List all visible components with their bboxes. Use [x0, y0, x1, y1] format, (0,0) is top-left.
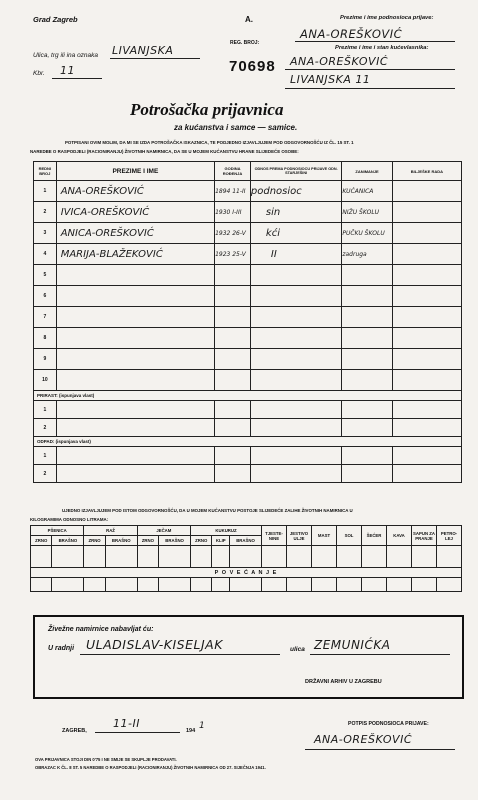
- member-birth: 1923 25-V: [215, 244, 251, 265]
- form-subtitle: za kućanstva i samce — samice.: [174, 123, 298, 132]
- row-number: 9: [34, 349, 57, 370]
- intro-line-1: POTPISANI OVIM MOLIM, DA MI SE IZDA POTROŠAČKA ISKAZNICA, TE PODJEDNO IZJAVLJUJEM POD ODGOVORNOŠĆU IZ ČL. 15 ST. 1: [65, 140, 354, 145]
- row-number: 1: [34, 447, 57, 465]
- owner-label: Prezime i ime i stan kućevlasnika:: [335, 45, 429, 51]
- sub-grain: ZRNO: [191, 536, 212, 546]
- signing-year-digit: 1: [199, 721, 206, 731]
- table-row: [34, 181, 462, 202]
- supply-street-label: ulica: [290, 646, 305, 653]
- signature-label: POTPIS PODNOSIOCA PRIJAVE:: [348, 721, 429, 727]
- removed-section-label: ODPAD: (ispunjava vlast): [34, 437, 462, 447]
- col-header-occupation: ZANIMANJE: [342, 162, 392, 181]
- group-rye: RAŽ: [84, 526, 137, 536]
- group-sugar: ŠEĆER: [362, 526, 387, 546]
- city-name: Grad Zagreb: [33, 15, 78, 24]
- table-row: [34, 419, 462, 437]
- shop-label: U radnji: [48, 645, 75, 652]
- sub-grain: ZRNO: [84, 536, 105, 546]
- row-number: 4: [34, 244, 57, 265]
- table-row: [34, 370, 462, 391]
- table-row: [34, 401, 462, 419]
- household-members-table: [33, 161, 462, 483]
- form-letter: A.: [245, 15, 253, 24]
- submitter-name: ANA-OREŠKOVIĆ: [300, 27, 403, 41]
- sub-flour: BRAŠNO: [52, 536, 84, 546]
- col-header-notes: BILJEŠKE RADA: [392, 162, 461, 181]
- member-name: IVICA-OREŠKOVIĆ: [56, 202, 214, 223]
- supply-street-value: ZEMUNIĆKA: [314, 638, 391, 652]
- group-coffee: KAVA: [387, 526, 412, 546]
- member-relation: kći: [250, 223, 341, 244]
- group-oil: JESTIVO ULJE: [287, 526, 312, 546]
- member-occupation: NIŽU ŠKOLU: [342, 202, 392, 223]
- row-number: 1: [34, 181, 57, 202]
- place-label: ZAGREB,: [62, 728, 87, 734]
- member-birth: 1932 26-V: [215, 223, 251, 244]
- col-header-no: REDNI BROJ: [34, 162, 57, 181]
- table-row: [34, 286, 462, 307]
- owner-address: LIVANJSKA 11: [290, 73, 371, 86]
- signing-date: 11-II: [113, 717, 140, 730]
- row-number: 5: [34, 265, 57, 286]
- col-header-name: PREZIME I IME: [56, 162, 214, 181]
- sub-flour: BRAŠNO: [159, 536, 191, 546]
- supply-label: Živežne namirnice nabavljat ću:: [48, 626, 154, 633]
- col-header-relation: ODNOS PREMA PODNOSIOCU PRIJAVE ODN. STARJEŠINI: [250, 162, 341, 181]
- regulation-note: OBRAZAC K ČL. 8 ST. 5 NAREDBE O RASPODJELI (RACIONIRANJU) ŽIVOTNIH NAMIRNICA OD 27. SIJEČNJA 1941.: [35, 765, 266, 770]
- stock-statement-1: UJEDNO IZJAVLJUJEM POD ISTOM ODGOVORNOŠĆU, DA U MOJEM KUĆANSTVU POSTOJE SLIJEDEĆE ZALIHE ŽIVOTNIH NAMIRNICA U: [62, 508, 353, 513]
- owner-name: ANA-OREŠKOVIĆ: [290, 55, 389, 68]
- sub-flour: BRAŠNO: [230, 536, 262, 546]
- form-title: Potrošačka prijavnica: [130, 100, 284, 119]
- signing-year: 194: [186, 728, 196, 734]
- group-soap: SAPUN ZA PRANJE: [412, 526, 437, 546]
- reg-number: 70698: [229, 58, 276, 75]
- row-number: 2: [34, 419, 57, 437]
- price-note: OVA PRIJAVNICA STOJI DIN 0'75 I NE SMIJE SE SKUPLJE PRODAVATI.: [35, 757, 177, 762]
- row-number: 2: [34, 202, 57, 223]
- member-relation: sin: [250, 202, 341, 223]
- shop-name: ULADISLAV-KISELJAK: [86, 637, 223, 652]
- member-name: ANICA-OREŠKOVIĆ: [56, 223, 214, 244]
- sub-grain: ZRNO: [31, 536, 52, 546]
- row-number: 3: [34, 223, 57, 244]
- house-number-label: Kbr.: [33, 70, 45, 77]
- sub-cob: KLIP: [212, 536, 230, 546]
- stock-statement-2: KILOGRAMIMA ODNOSNO LITRAMA:: [30, 517, 109, 522]
- group-wheat: PŠENICA: [31, 526, 84, 536]
- row-number: 7: [34, 307, 57, 328]
- group-lard: MAST: [312, 526, 337, 546]
- member-birth: 1930 I-III: [215, 202, 251, 223]
- submitter-name-label: Prezime i ime podnosioca prijave:: [340, 15, 434, 21]
- sub-flour: BRAŠNO: [105, 536, 137, 546]
- intro-line-2: NAREDBE O RASPODJELI (RACIONIRANJU) ŽIVOTNIH NAMIRNICA, DA SE U MOJEM KUĆANSTVU HRANE SLIJEDEĆE OSOBE:: [30, 149, 299, 154]
- member-birth: 1894 11-II: [215, 181, 251, 202]
- row-number: 6: [34, 286, 57, 307]
- street-value: LIVANJSKA: [112, 44, 174, 57]
- group-barley: JEČAM: [137, 526, 190, 536]
- group-petroleum: PETRO-LEJ: [437, 526, 462, 546]
- group-salt: SOL: [337, 526, 362, 546]
- row-number: 10: [34, 370, 57, 391]
- member-relation: podnosioc: [250, 181, 341, 202]
- signature: ANA-OREŠKOVIĆ: [314, 733, 413, 746]
- table-row: [34, 447, 462, 465]
- table-row: [34, 328, 462, 349]
- member-occupation: KUĆANICA: [342, 181, 392, 202]
- house-number-value: 11: [60, 64, 75, 77]
- group-corn: KUKURUZ: [191, 526, 262, 536]
- table-row: [34, 349, 462, 370]
- street-label: Ulica, trg ili ina oznaka: [33, 52, 99, 59]
- table-row: [34, 265, 462, 286]
- archive-stamp: DRŽAVNI ARHIV U ZAGREBU: [305, 679, 382, 685]
- group-pasta: TJESTE-NINE: [262, 526, 287, 546]
- member-name: ANA-OREŠKOVIĆ: [56, 181, 214, 202]
- reg-number-label: REG. BROJ:: [230, 40, 260, 46]
- table-row: [34, 244, 462, 265]
- sub-grain: ZRNO: [137, 536, 158, 546]
- table-row: [34, 465, 462, 483]
- increase-label: P O V E Ć A N J E: [31, 568, 462, 578]
- row-number: 1: [34, 401, 57, 419]
- table-row: [34, 307, 462, 328]
- member-occupation: PUČKU ŠKOLU: [342, 223, 392, 244]
- member-relation: II: [250, 244, 341, 265]
- added-section-label: PRIRAST: (ispunjava vlast): [34, 391, 462, 401]
- row-number: 8: [34, 328, 57, 349]
- table-row: [34, 202, 462, 223]
- table-row: [34, 223, 462, 244]
- member-occupation: zadruga: [342, 244, 392, 265]
- col-header-year: GODINA ROĐENJA: [215, 162, 251, 181]
- row-number: 2: [34, 465, 57, 483]
- member-name: MARIJA-BLAŽEKOVIĆ: [56, 244, 214, 265]
- food-stock-table: [30, 525, 462, 592]
